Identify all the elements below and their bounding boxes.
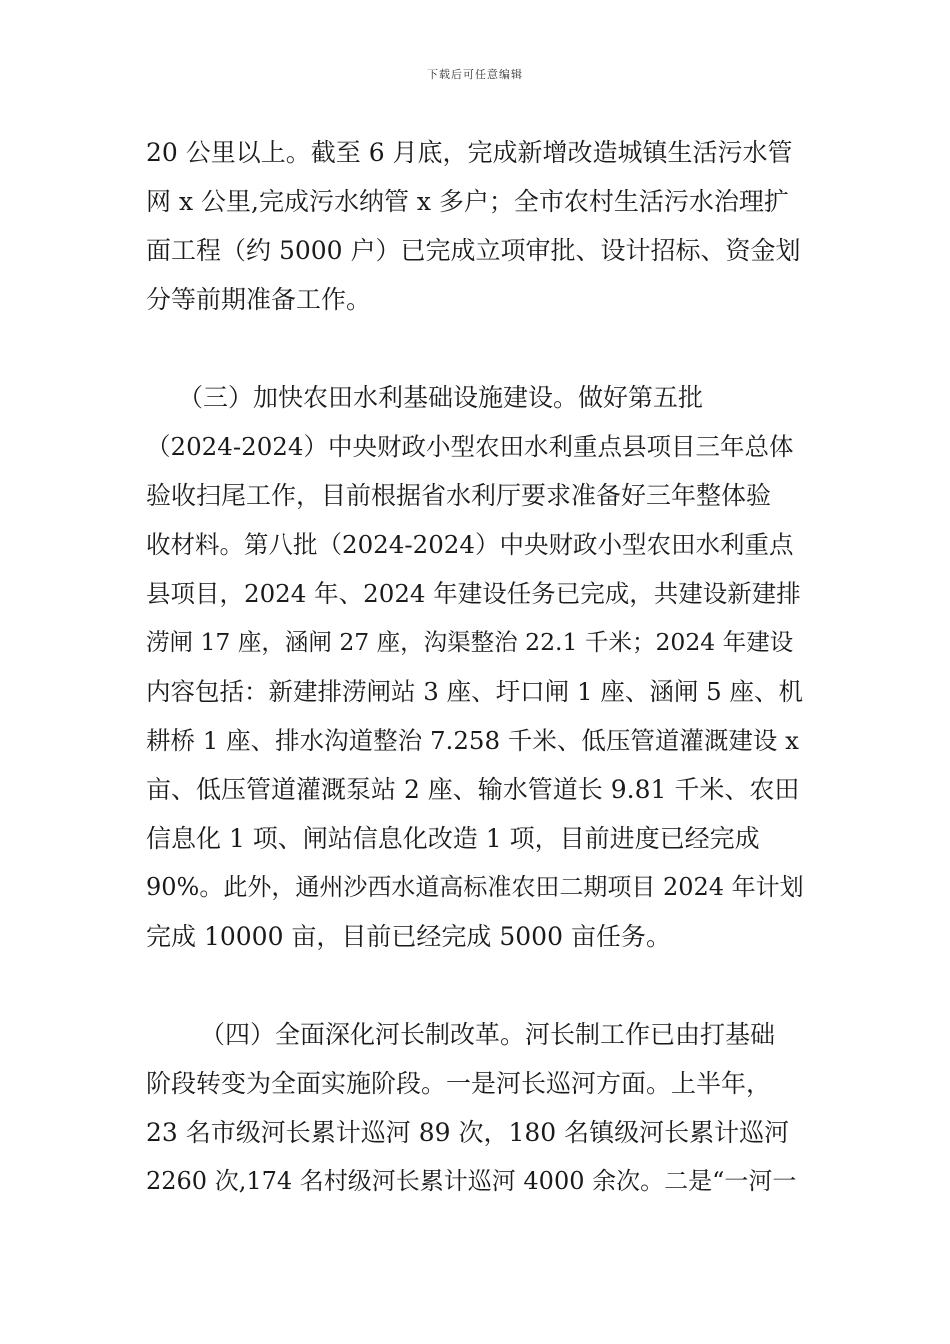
text-line: 信息化 1 项、闸站信息化改造 1 项，目前进度已经完成	[146, 824, 760, 853]
text-line: 2260 次,174 名村级河长累计巡河 4000 余次。二是“一河一	[146, 1167, 797, 1195]
text-line: 收材料。第八批（2024-2024）中央财政小型农田水利重点	[146, 530, 794, 559]
text-line: 涝闸 17 座，涵闸 27 座，沟渠整治 22.1 千米；2024 年建设	[146, 628, 794, 656]
page-header: 下载后可任意编辑	[427, 68, 523, 81]
text-line: 网 x 公里,完成污水纳管 x 多户；全市农村生活污水治理扩	[146, 187, 789, 216]
text-line: 完成 10000 亩，目前已经完成 5000 亩任务。	[146, 922, 671, 951]
text-line: 分等前期准备工作。	[146, 285, 372, 314]
paragraph-gap	[146, 961, 806, 1010]
text-line: （三）加快农田水利基础设施建设。做好第五批	[178, 383, 704, 412]
text-line: 内容包括：新建排涝闸站 3 座、圩口闸 1 座、涵闸 5 座、机	[146, 677, 803, 706]
paragraph-2	[146, 373, 806, 961]
text-line: 耕桥 1 座、排水沟道整治 7.258 千米、低压管道灌溉建设 x	[146, 726, 799, 755]
text-line: 23 名市级河长累计巡河 89 次，180 名镇级河长累计巡河	[146, 1118, 790, 1147]
text-line: （2024-2024）中央财政小型农田水利重点县项目三年总体	[146, 432, 794, 461]
text-line: 90%。此外，通州沙西水道高标准农田二期项目 2024 年计划	[146, 873, 804, 901]
text-line: 亩、低压管道灌溉泵站 2 座、输水管道长 9.81 千米、农田	[146, 775, 800, 804]
document-body	[146, 128, 806, 1206]
text-line: 面工程（约 5000 户）已完成立项审批、设计招标、资金划	[146, 236, 801, 265]
text-line: （四）全面深化河长制改革。河长制工作已由打基础	[200, 1020, 776, 1049]
text-line: 阶段转变为全面实施阶段。一是河长巡河方面。上半年，	[146, 1069, 772, 1098]
text-line: 县项目，2024 年、2024 年建设任务已完成，共建设新建排	[146, 579, 801, 608]
text-line: 20 公里以上。截至 6 月底，完成新增改造城镇生活污水管	[146, 138, 793, 167]
paragraph-gap	[146, 324, 806, 373]
paragraph-1	[146, 128, 806, 324]
text-line: 验收扫尾工作，目前根据省水利厅要求准备好三年整体验	[146, 481, 772, 510]
paragraph-3	[146, 1010, 806, 1206]
